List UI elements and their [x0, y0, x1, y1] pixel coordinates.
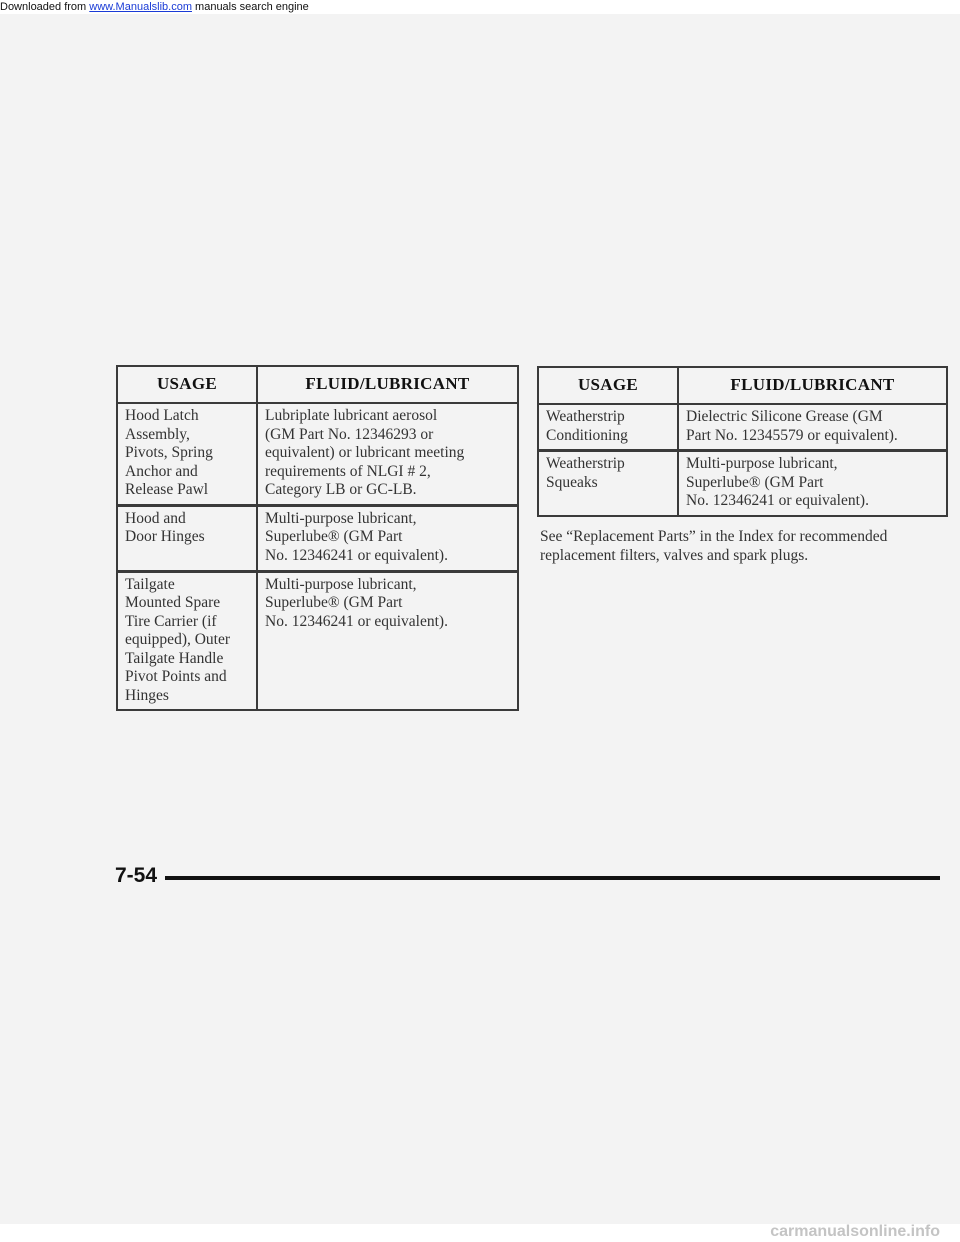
header-suffix: manuals search engine: [191, 1, 309, 13]
replacement-parts-note: See “Replacement Parts” in the Index for recommended replacement filters, valves and spark plugs.: [540, 528, 888, 564]
header-prefix: Downloaded from: [0, 1, 90, 13]
fluid-cell: Dielectric Silicone Grease (GM Part No. 12345579 or equivalent).: [678, 404, 947, 451]
watermark: carmanualsonline.info: [770, 1223, 940, 1240]
fluid-cell: Multi-purpose lubricant, Superlube® (GM Part No. 12346241 or equivalent).: [257, 571, 518, 710]
usage-header: USAGE: [117, 366, 257, 403]
fluid-cell: Lubriplate lubricant aerosol (GM Part No. 12346293 or equivalent) or lubricant meeting requirements of NLGI # 2, Category LB or GC-LB.: [257, 403, 518, 505]
usage-cell: Tailgate Mounted Spare Tire Carrier (if equipped), Outer Tailgate Handle Pivot Points and Hinges: [117, 571, 257, 710]
usage-header: USAGE: [538, 367, 678, 404]
table-row: [538, 404, 947, 451]
lubricant-table-left: [116, 365, 519, 711]
usage-cell: Weatherstrip Conditioning: [538, 404, 678, 451]
table-row: [117, 571, 518, 710]
usage-cell: Hood and Door Hinges: [117, 505, 257, 571]
table-row: [117, 505, 518, 571]
manualslib-link[interactable]: www.Manualslib.com: [89, 1, 192, 13]
download-header: [0, 0, 960, 14]
fluid-header: FLUID/LUBRICANT: [678, 367, 947, 404]
usage-cell: Hood Latch Assembly, Pivots, Spring Anchor and Release Pawl: [117, 403, 257, 505]
page-number: 7-54: [115, 864, 158, 887]
fluid-cell: Multi-purpose lubricant, Superlube® (GM Part No. 12346241 or equivalent).: [257, 505, 518, 571]
lubricant-table-right: [537, 366, 948, 517]
fluid-header: FLUID/LUBRICANT: [257, 366, 518, 403]
table-row: [538, 451, 947, 516]
fluid-cell: Multi-purpose lubricant, Superlube® (GM Part No. 12346241 or equivalent).: [678, 451, 947, 516]
usage-cell: Weatherstrip Squeaks: [538, 451, 678, 516]
footer-rule: [165, 876, 940, 880]
table-row: [117, 403, 518, 505]
